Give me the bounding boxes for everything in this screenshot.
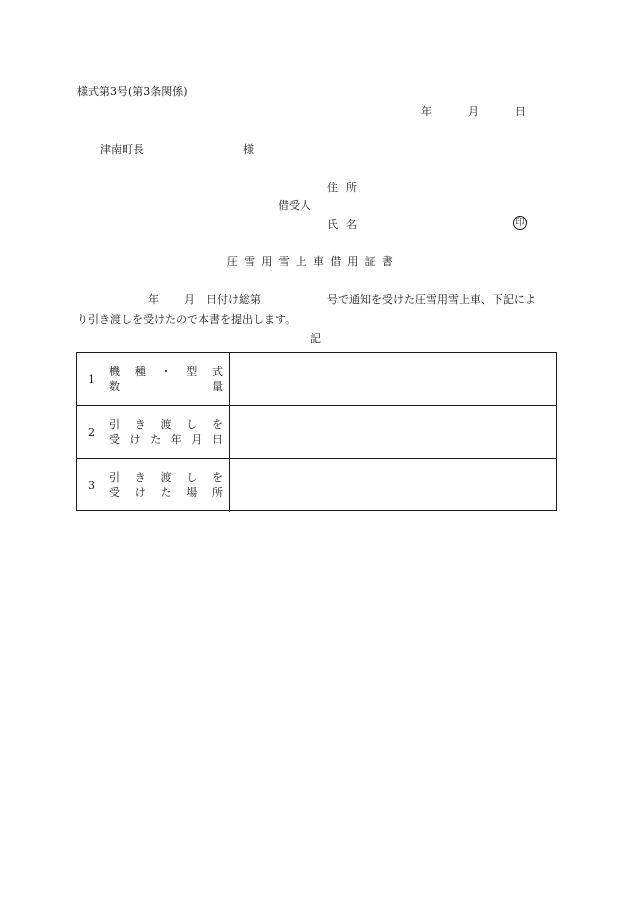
- label-char: た: [150, 433, 162, 446]
- body-dated-label: 日付け総第: [206, 293, 261, 306]
- body-notified-text: 号で通知を受けた圧雪用雪上車、下記によ: [327, 293, 536, 306]
- date-year-label: 年: [421, 105, 432, 118]
- table-row: [77, 458, 556, 512]
- body-year-label: 年: [148, 293, 159, 306]
- label-char: 渡: [160, 418, 172, 431]
- label-char: 機: [109, 365, 120, 378]
- label-char: た: [160, 486, 172, 499]
- label-char: 所: [212, 486, 223, 499]
- label-char: 月: [191, 433, 203, 446]
- record-table: [76, 352, 557, 511]
- document-title: 圧雪用雪上車借用証書: [227, 255, 399, 268]
- label-char: し: [186, 418, 198, 431]
- row-label-line-2: [109, 381, 223, 392]
- label-char: け: [134, 486, 146, 499]
- row-number: 2: [88, 426, 95, 439]
- date-day-label: 日: [515, 105, 526, 118]
- label-char: 日: [211, 433, 223, 446]
- column-divider: [229, 406, 230, 459]
- table-row: [77, 353, 556, 405]
- label-char: 型: [186, 365, 198, 378]
- addressee-honorific: 様: [243, 143, 254, 156]
- label-char: 数: [109, 380, 120, 393]
- label-char: 年: [170, 433, 182, 446]
- label-char: 場: [186, 486, 198, 499]
- label-char: を: [212, 418, 223, 431]
- label-char: け: [129, 433, 141, 446]
- label-char: 種: [134, 365, 146, 378]
- body-month-label: 月: [184, 293, 195, 306]
- label-char: 渡: [160, 471, 172, 484]
- addressee-name: 津南町長: [100, 143, 144, 156]
- row-label-line-1: [109, 419, 223, 430]
- label-char: を: [212, 471, 223, 484]
- date-month-label: 月: [468, 105, 479, 118]
- borrower-name-label: 氏名: [327, 218, 365, 231]
- seal-mark: 印: [513, 216, 527, 230]
- row-number: 1: [88, 373, 95, 386]
- label-char: き: [134, 471, 146, 484]
- label-char: 引: [109, 471, 120, 484]
- row-label-line-1: [109, 366, 223, 377]
- label-char: 引: [109, 418, 120, 431]
- borrower-address-label: 住所: [327, 181, 365, 194]
- column-divider: [229, 353, 230, 405]
- form-number: 様式第3号(第3条関係): [77, 85, 188, 98]
- row-label-line-1: [109, 472, 223, 483]
- column-divider: [229, 459, 230, 512]
- label-char: き: [134, 418, 146, 431]
- row-label-line-2: [109, 487, 223, 498]
- borrower-role-label: 借受人: [278, 199, 311, 212]
- row-label-line-2: [109, 434, 223, 445]
- note-heading: 記: [310, 332, 321, 345]
- row-number: 3: [88, 479, 95, 492]
- label-char: 式: [212, 365, 223, 378]
- table-row: [77, 405, 556, 459]
- label-char: 量: [212, 380, 223, 393]
- label-char: ・: [160, 365, 172, 378]
- label-char: 受: [109, 433, 120, 446]
- label-char: し: [186, 471, 198, 484]
- body-line-2: り引き渡しを受けたので本書を提出します。: [77, 313, 297, 326]
- label-char: 受: [109, 486, 120, 499]
